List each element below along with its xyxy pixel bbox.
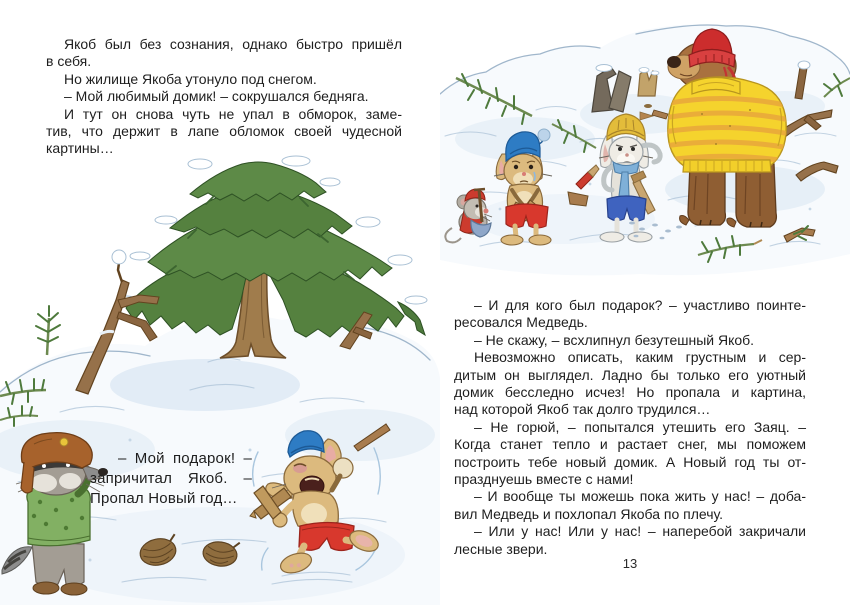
text-line: Но жилище Якоба утонуло под снегом. bbox=[64, 70, 317, 87]
raccoon-foot bbox=[33, 582, 59, 594]
text-line: Невозможно описать, каким грустным и сер- bbox=[474, 349, 806, 366]
text-line: домик бесследно исчез! Но пропала и картина, bbox=[454, 384, 806, 401]
text-line: – И вообще ты можешь пока жить у нас! – доба- bbox=[474, 488, 806, 505]
bear-sweater bbox=[664, 77, 790, 172]
text-line: И тут он снова чуть не упал в обморок, заме- bbox=[64, 105, 402, 122]
left-page-text bbox=[46, 36, 402, 158]
illustration-right-scene bbox=[440, 14, 850, 292]
text-line: дитым он выглядел. Ладно бы только его уютный bbox=[454, 366, 806, 383]
tree-tier-top bbox=[190, 162, 326, 201]
caption-line: Пропал Новый год… bbox=[90, 489, 238, 507]
text-line: – Не скажу, – всхлипнул безутешный Якоб. bbox=[474, 331, 755, 348]
text-line: картины… bbox=[46, 140, 114, 157]
raccoon-foot bbox=[61, 583, 87, 595]
right-page-text bbox=[454, 297, 806, 558]
raccoon-legs bbox=[32, 542, 84, 586]
text-line: Когда станет тепло и растает снег, мы поможем bbox=[454, 436, 806, 453]
text-line: – Не горюй, – попытался утешить его Заяц. – bbox=[474, 418, 806, 435]
text-line: вил Медведь и похлопал Якоба по плечу. bbox=[454, 505, 724, 522]
text-line: Якоб был без сознания, однако быстро пришёл bbox=[64, 36, 402, 52]
hare-foot bbox=[600, 232, 624, 242]
text-line: ресовался Медведь. bbox=[454, 314, 588, 331]
text-line: празднуешь вместе с нами! bbox=[454, 471, 634, 488]
hare-foot bbox=[529, 235, 551, 245]
page-number: 13 bbox=[622, 556, 638, 571]
fir-seedling bbox=[36, 306, 60, 355]
text-line: в себя. bbox=[46, 53, 92, 70]
caption-line: – Мой подарок! – bbox=[118, 450, 252, 467]
hare-foot bbox=[501, 235, 523, 245]
hare-foot bbox=[628, 232, 652, 242]
caption-line: запричитал Якоб. – bbox=[90, 469, 252, 487]
text-line: построить тебе новый домик. А Новый год ты от- bbox=[454, 453, 806, 470]
text-line: над которой Якоб так долго трудился… bbox=[454, 401, 711, 418]
text-line: – Или у нас! Или у нас! – наперебой закричали bbox=[474, 523, 806, 540]
text-line: – И для кого был подарок? – участливо поинте- bbox=[474, 297, 806, 313]
left-page-caption bbox=[90, 449, 252, 508]
text-line: тив, что держит в лапе обломок своей чудесной bbox=[46, 123, 402, 140]
text-line: – Мой любимый домик! – сокрушался бедняга. bbox=[64, 88, 369, 105]
text-line: лесные звери. bbox=[454, 540, 548, 557]
hare-fist bbox=[333, 458, 353, 478]
illustration-left-scene bbox=[0, 150, 440, 605]
